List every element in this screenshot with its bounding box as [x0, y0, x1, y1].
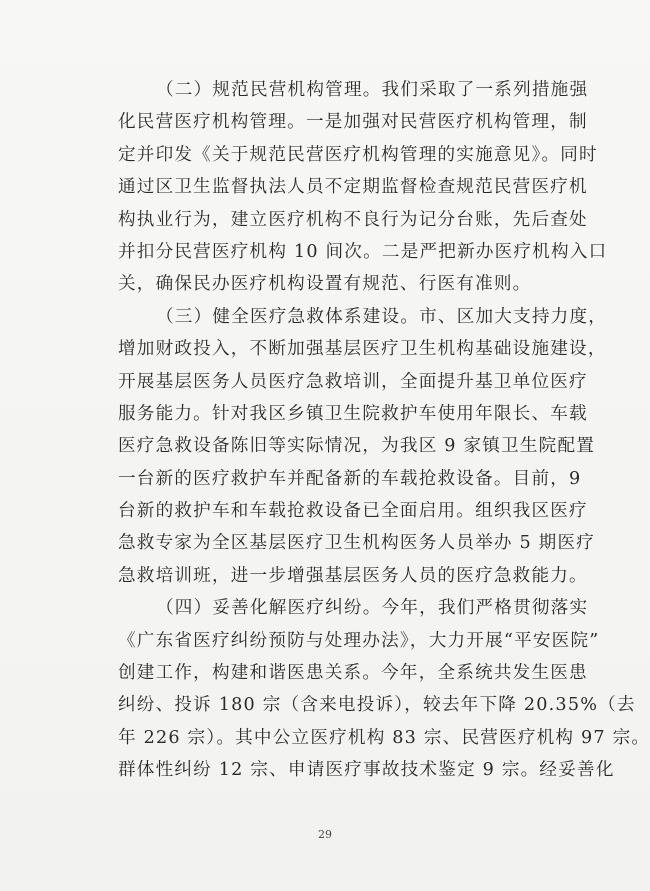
paragraph-heading-3: （三）健全医疗急救体系建设。市、区加大支持力度，	[156, 306, 608, 327]
text-line: 服务能力。针对我区乡镇卫生院救护车使用年限长、车载	[118, 403, 588, 424]
text-line: 一台新的医疗救护车并配备新的车载抢救设备。目前，9	[118, 468, 582, 489]
paragraph-heading-4: （四）妥善化解医疗纠纷。今年，我们严格贯彻落实	[156, 598, 589, 619]
text-line: 急救专家为全区基层医疗卫生机构医务人员举办 5 期医疗	[118, 533, 596, 554]
page-number: 29	[318, 828, 332, 841]
text-line: 定并印发《关于规范民营医疗机构管理的实施意见》。同时	[118, 144, 598, 165]
text-line: 通过区卫生监督执法人员不定期监督检查规范民营医疗机	[118, 177, 588, 198]
text-line: 关，确保民办医疗机构设置有规范、行医有准则。	[118, 274, 532, 295]
text-line: 《广东省医疗纠纷预防与处理办法》，大力开展“平安医院”	[118, 630, 600, 651]
text-line: 急救培训班，进一步增强基层医务人员的医疗急救能力。	[118, 565, 588, 586]
text-line: 台新的救护车和车载抢救设备已全面启用。组织我区医疗	[118, 501, 588, 522]
text-line: 医疗急救设备陈旧等实际情况，为我区 9 家镇卫生院配置	[118, 436, 596, 457]
text-line: 群体性纠纷 12 宗、申请医疗事故技术鉴定 9 宗。经妥善化	[118, 760, 615, 781]
document-body	[118, 74, 650, 787]
text-line: 并扣分民营医疗机构 10 间次。二是严把新办医疗机构入口	[118, 241, 608, 262]
text-line: 开展基层医务人员医疗急救培训，全面提升基卫单位医疗	[118, 371, 588, 392]
text-line: 化民营医疗机构管理。一是加强对民营医疗机构管理，制	[118, 112, 588, 133]
text-line: 创建工作，构建和谐医患关系。今年，全系统共发生医患	[118, 663, 588, 684]
text-line: 纠纷、投诉 180 宗（含来电投诉），较去年下降 20.35%（去	[118, 695, 636, 716]
text-line: 增加财政投入，不断加强基层医疗卫生机构基础设施建设，	[118, 339, 607, 360]
text-line: 年 226 宗）。其中公立医疗机构 83 宗、民营医疗机构 97 宗。	[118, 727, 650, 748]
paragraph-heading-2: （二）规范民营机构管理。我们采取了一系列措施强	[156, 80, 589, 100]
text-line: 构执业行为，建立医疗机构不良行为记分台账，先后查处	[118, 209, 588, 230]
